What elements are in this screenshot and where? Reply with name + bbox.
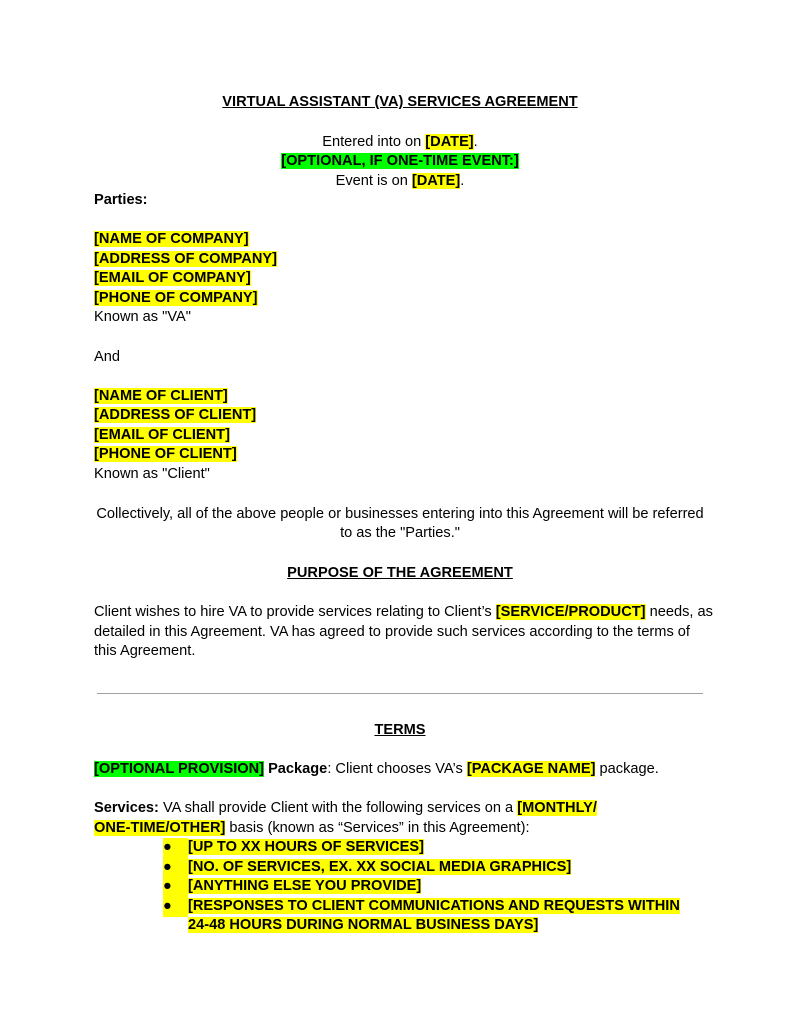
services-label: Services: (94, 800, 159, 816)
package-line (94, 760, 659, 780)
package-text-prefix: : Client chooses VA’s (327, 761, 467, 777)
document-title: VIRTUAL ASSISTANT (VA) SERVICES AGREEMENT (222, 94, 578, 110)
event-prefix: Event is on (335, 173, 412, 189)
client-phone-placeholder[interactable]: [PHONE OF CLIENT] (94, 446, 237, 462)
purpose-line-1-prefix: Client wishes to hire VA to provide services relating to Client’s (94, 604, 496, 620)
service-list-item (163, 858, 571, 878)
company-address-line (94, 250, 277, 270)
company-email-placeholder[interactable]: [EMAIL OF COMPANY] (94, 270, 251, 286)
purpose-line-2: detailed in this Agreement. VA has agreed to provide such services according to the terms of (94, 624, 690, 640)
services-line-1 (94, 799, 597, 819)
client-name-placeholder[interactable]: [NAME OF CLIENT] (94, 388, 228, 404)
service-item-placeholder[interactable]: [NO. OF SERVICES, EX. XX SOCIAL MEDIA GRAPHICS] (188, 859, 572, 875)
package-text-suffix: package. (595, 761, 659, 777)
company-address-placeholder[interactable]: [ADDRESS OF COMPANY] (94, 251, 277, 267)
entered-suffix: . (473, 134, 478, 150)
purpose-line-1 (94, 603, 713, 623)
services-line-2-text: basis (known as “Services” in this Agreement): (225, 820, 530, 836)
event-date-placeholder[interactable]: [DATE] (411, 173, 461, 189)
optional-event-label[interactable]: [OPTIONAL, IF ONE-TIME EVENT:] (281, 153, 519, 169)
entered-date-placeholder[interactable]: [DATE] (425, 134, 474, 150)
client-phone-line (94, 445, 237, 465)
service-product-placeholder[interactable]: [SERVICE/PRODUCT] (495, 604, 646, 620)
package-name-placeholder[interactable]: [PACKAGE NAME] (466, 761, 596, 777)
frequency-placeholder-part-1[interactable]: [MONTHLY/ (517, 800, 597, 816)
optional-event-line (0, 152, 800, 172)
and-label: And (94, 349, 120, 365)
purpose-heading: PURPOSE OF THE AGREEMENT (287, 565, 513, 581)
company-known-as: Known as "VA" (94, 309, 191, 325)
service-list-item (163, 877, 421, 897)
purpose-line-1-suffix: needs, as (645, 604, 713, 620)
client-email-line (94, 426, 230, 446)
event-date-line (0, 172, 800, 192)
bullet-icon: ● (163, 838, 188, 858)
collectively-line-2: to as the "Parties." (340, 525, 460, 541)
service-item-placeholder-continuation[interactable]: 24-48 HOURS DURING NORMAL BUSINESS DAYS] (188, 917, 539, 933)
company-phone-line (94, 289, 258, 309)
entered-prefix: Entered into on (322, 134, 426, 150)
service-list-item (163, 897, 680, 917)
client-known-as: Known as "Client" (94, 466, 210, 482)
event-suffix: . (460, 173, 465, 189)
service-item-placeholder[interactable]: [RESPONSES TO CLIENT COMMUNICATIONS AND REQUESTS WITHIN (188, 898, 680, 914)
company-name-line (94, 230, 249, 250)
services-line-2 (94, 819, 530, 839)
parties-label: Parties: (94, 192, 148, 208)
company-name-placeholder[interactable]: [NAME OF COMPANY] (94, 231, 249, 247)
client-name-line (94, 387, 228, 407)
bullet-icon: ● (163, 897, 188, 917)
client-address-line (94, 406, 256, 426)
company-phone-placeholder[interactable]: [PHONE OF COMPANY] (94, 290, 258, 306)
collectively-line-1: Collectively, all of the above people or businesses entering into this Agreement will be referred (96, 506, 704, 522)
company-email-line (94, 269, 251, 289)
bullet-icon: ● (163, 858, 188, 878)
optional-provision-label[interactable]: [OPTIONAL PROVISION] (94, 761, 265, 777)
frequency-placeholder-part-2[interactable]: ONE-TIME/OTHER] (94, 820, 226, 836)
client-email-placeholder[interactable]: [EMAIL OF CLIENT] (94, 427, 230, 443)
service-list-item-continuation (188, 916, 538, 936)
package-label: Package (264, 761, 328, 777)
entered-date-line (0, 133, 800, 153)
purpose-line-3: this Agreement. (94, 643, 196, 659)
service-item-placeholder[interactable]: [UP TO XX HOURS OF SERVICES] (188, 839, 424, 855)
bullet-icon: ● (163, 877, 188, 897)
horizontal-rule-divider (97, 693, 703, 694)
client-address-placeholder[interactable]: [ADDRESS OF CLIENT] (94, 407, 257, 423)
terms-heading: TERMS (374, 722, 426, 738)
services-line-1-text: VA shall provide Client with the following services on a (158, 800, 518, 816)
service-item-placeholder[interactable]: [ANYTHING ELSE YOU PROVIDE] (188, 878, 422, 894)
service-list-item (163, 838, 424, 858)
